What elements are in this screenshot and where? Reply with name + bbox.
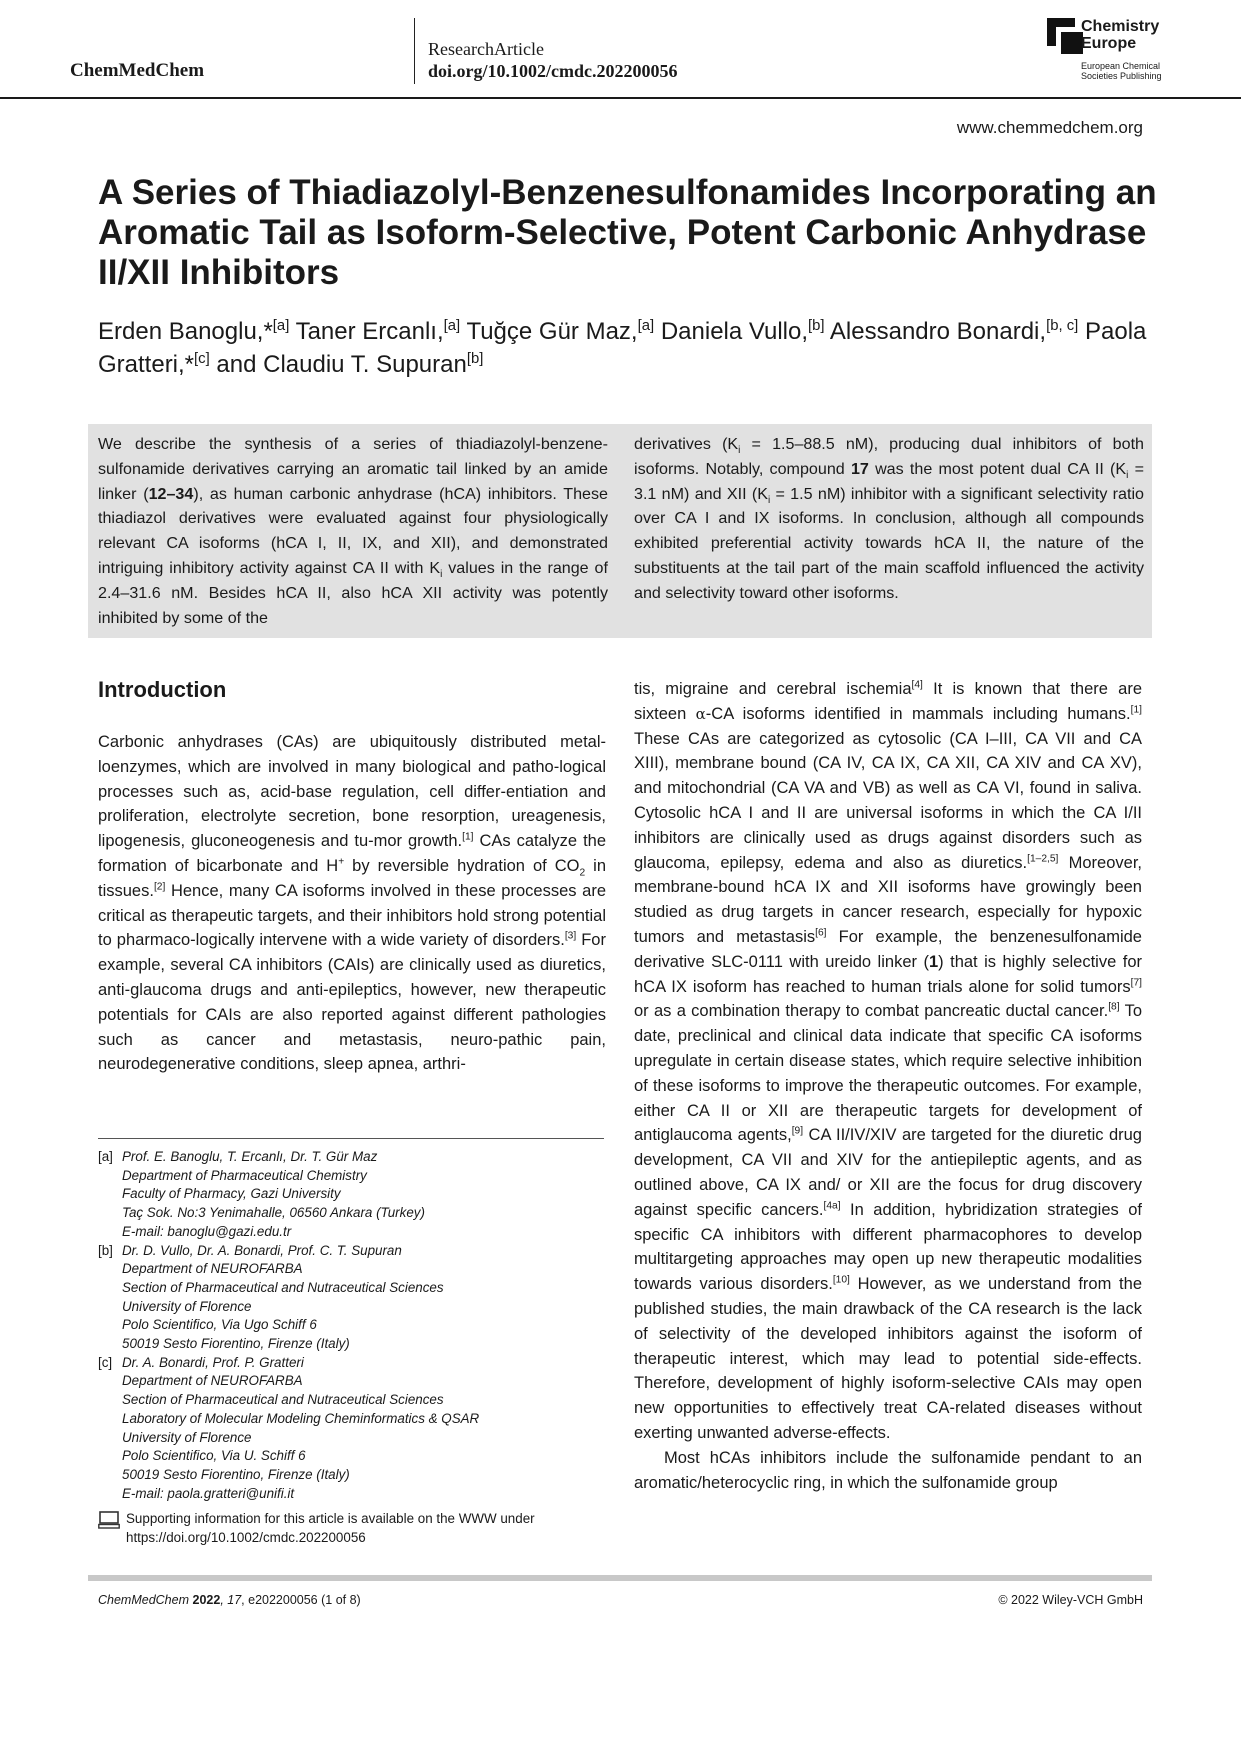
affiliation-line: Section of Pharmaceutical and Nutraceutical Sciences [122,1279,444,1295]
affiliation-line: Department of Pharmaceutical Chemistry [122,1167,367,1183]
compound-number: 17 [850,459,869,478]
body-text: -CA isoforms identified in mammals including humans. [705,704,1131,723]
affiliation-line: Polo Scientifico, Via U. Schiff 6 [122,1448,306,1464]
affiliation-lines [122,1354,479,1504]
author-affiliation-mark: [a] [272,318,290,334]
author-name: Alessandro Bonardi, [829,318,1047,345]
computer-icon [98,1511,120,1529]
citation[interactable]: [9] [791,1125,804,1137]
section-heading-introduction: Introduction [98,677,227,702]
citation[interactable]: [10] [832,1274,850,1286]
body-text: ) that is highly selective for hCA IX isoform has reached to human trials alone for solid tumors [634,952,1142,996]
paragraph [634,677,1142,1446]
affiliation-rule [98,1138,604,1139]
affiliation-line: Dr. A. Bonardi, Prof. P. Gratteri [122,1354,304,1370]
affiliation-line: Department of NEUROFARBA [122,1373,303,1389]
abstract-text: values in the range of 2.4–31.6 nM. Besides hCA II, also hCA XII activity was potently inhibited by some of the [98,558,608,627]
affiliation-line: Dr. D. Vullo, Dr. A. Bonardi, Prof. C. T. Supuran [122,1242,402,1258]
footer-article-id: , e202200056 (1 of 8) [241,1593,361,1607]
body-text: Hence, many CA isoforms involved in these processes are critical as therapeutic targets, and their inhibitors hold strong potential to pharmaco-logically intervene with a wide variety of disorders. [98,881,606,950]
footer-citation: ChemMedChem 2022, 17, e202200056 (1 of 8) [98,1593,361,1607]
body-left-column [98,730,606,1077]
body-text: However, as we understand from the published studies, the main drawback of the CA research is the lack of selectivity of the developed inhibitors against the isoform of therapeutic interest, which may lead to potential side-effects. Therefore, development of highly isoform-selective CAIs may open new opportunities to effectively treat CA-related diseases without exerting unwanted adverse-effects. [634,1275,1142,1442]
author-name: Daniela Vullo, [660,318,809,345]
author-affiliation-mark: [b] [808,318,825,334]
affiliation-entry [98,1242,608,1354]
affiliation-line: Polo Scientifico, Via Ugo Schiff 6 [122,1317,317,1333]
body-text: Moreover, membrane-bound hCA IX and XII isoforms have growingly been studied as drug targets in cancer research, especially for hypoxic tumors and metastasis [634,853,1143,946]
footer-volume: 17 [227,1593,242,1607]
affiliation-line: University of Florence [122,1429,252,1445]
subscript: i [738,445,741,457]
citation[interactable]: [2] [153,881,166,893]
subscript: i [1126,470,1129,482]
body-text: For example, the benzenesulfonamide derivative SLC-0111 with ureido linker ( [634,927,1142,971]
paragraph [98,730,606,1077]
superscript: + [338,856,345,868]
journal-name: ChemMedChem [70,60,205,81]
publisher-name-line: Europe [1081,35,1137,52]
publisher-name [1081,18,1159,52]
affiliation-line: 50019 Sesto Fiorentino, Firenze (Italy) [122,1466,350,1482]
alpha-symbol: α [695,704,706,723]
author-affiliation-mark: [a] [637,318,655,334]
affiliations [98,1148,608,1503]
compound-range: 12–34 [148,484,194,503]
affiliation-line: 50019 Sesto Fiorentino, Firenze (Italy) [122,1336,350,1352]
affiliation-entry [98,1148,608,1242]
affiliation-line[interactable]: E-mail: paola.gratteri@unifi.it [122,1485,295,1501]
author-affiliation-mark: [c] [194,351,210,367]
header-divider [414,18,415,84]
citation[interactable]: [1] [1130,704,1142,716]
affiliation-line: Department of NEUROFARBA [122,1261,303,1277]
affiliation-line: Section of Pharmaceutical and Nutraceutical Sciences [122,1392,444,1408]
article-type: ResearchArticle [428,39,544,59]
subscript: 2 [579,867,586,879]
supporting-information-text: Supporting information for this article is available on the WWW under https://doi.org/10.1002/cmdc.202200056 [126,1511,535,1545]
author-affiliation-mark: [b] [466,351,484,367]
author-list: Erden Banoglu,*[a] Taner Ercanlı,[a] Tuğçe Gür Maz,[a] Daniela Vullo,[b] Alessandro Bonardi,[b, c] Paola Gratteri,*[c] and Claudiu T. Supuran[b] [98,318,1147,378]
citation[interactable]: [7] [1130,977,1142,989]
citation[interactable]: [6] [815,927,827,939]
citation[interactable]: [8] [1108,1001,1120,1013]
body-text: It is known that there are sixteen [634,680,1142,723]
affiliation-line: Taç Sok. No:3 Yenimahalle, 06560 Ankara (Turkey) [122,1205,425,1221]
abstract-text: was the most potent dual CA II (K [868,459,1127,478]
publisher-subtitle [1081,61,1162,81]
footer-copyright: © 2022 Wiley-VCH GmbH [998,1593,1143,1607]
footer-journal: ChemMedChem [98,1593,190,1607]
author-name: Taner Ercanlı, [295,318,444,345]
compound-number: 1 [928,952,939,971]
subscript: i [767,494,771,506]
body-text: CAs catalyze the formation of bicarbonate and H [98,832,607,875]
body-right-column [634,677,1142,1495]
affiliation-line[interactable]: E-mail: banoglu@gazi.edu.tr [122,1223,292,1239]
body-text: by reversible hydration of CO [344,856,580,875]
header-rule [0,97,1241,99]
author-name: Paola Gratteri,* [98,318,1147,378]
body-text: or as a combination therapy to combat pancreatic ductal cancer. [634,1002,1109,1021]
affiliation-tag: [b] [98,1242,113,1258]
author-affiliation-mark: [b, c] [1046,318,1079,334]
body-text: In addition, hybridization strategies of specific CA inhibitors with different pharmacophores to develop multitargeting approaches may open up new therapeutic modalities towards various disorders. [634,1200,1142,1294]
footer-year: 2022 [192,1593,221,1607]
affiliation-tag: [c] [98,1354,113,1370]
citation[interactable]: [4a] [823,1200,841,1212]
paragraph: Most hCAs inhibitors include the sulfonamide pendant to an aromatic/heterocyclic ring, in which the sulfonamide group [634,1448,1142,1492]
affiliation-line: Prof. E. Banoglu, T. Ercanlı, Dr. T. Gür Maz [122,1149,378,1164]
affiliation-lines [122,1242,444,1354]
citation[interactable]: [4] [911,679,923,691]
publisher-subtitle-line: Societies Publishing [1081,71,1162,81]
publisher-name-line: Chemistry [1081,18,1160,35]
body-text: For example, several CA inhibitors (CAIs) are clinically used as diuretics, anti-glaucoma drugs and anti-epileptics, however, new therapeutic potentials for CAIs are also reported against different pathologies such as cancer and metastasis, neuro-pathic pain, neurodegenerative conditions, sleep apnea, arthri- [98,931,606,1074]
article-title: A Series of Thiadiazolyl-Benzenesulfonamides Incorporating an Aromatic Tail as Isoform-Selective, Potent Carbonic Anhydrase II/XII Inhibitors [98,173,1157,292]
supporting-information-note [98,1510,608,1547]
affiliation-tag: [a] [98,1149,113,1164]
body-text: To date, preclinical and clinical data indicate that specific CA isoforms upregulate in certain disease states, which require selective inhibition of these isoforms to improve the therapeutic outcomes. For example, either CA II or XII are therapeutic targets for development of antiglaucoma agents, [634,1002,1142,1145]
publisher-subtitle-line: European Chemical [1081,61,1161,71]
author-name: Erden Banoglu,* [98,318,273,345]
citation[interactable]: [1] [462,831,474,843]
affiliation-line: Faculty of Pharmacy, Gazi University [122,1186,341,1202]
affiliation-entry [98,1354,608,1504]
body-text: CA II/IV/XIV are targeted for the diuretic drug development, CA VII and XIV for the antiepileptic agents, and as outlined above, CA IX and/ or XII are the focus for drug discovery against specific cancers. [634,1126,1142,1219]
author-affiliation-mark: [a] [443,318,461,334]
author-name: Claudiu T. Supuran [263,351,467,378]
citation[interactable]: [3] [564,930,577,942]
subscript: i [440,569,443,581]
author-name: Tuğçe Gür Maz, [466,318,638,345]
body-text: tis, migraine and cerebral ischemia [634,680,912,698]
citation[interactable]: [1–2,5] [1027,853,1059,865]
abstract-text: We describe the synthesis of a series of thiadiazolyl-benzene-sulfonamide derivatives carrying an aromatic tail linked by an amide linker ( [98,435,608,503]
affiliation-line: Laboratory of Molecular Modeling Cheminformatics & QSAR [122,1410,480,1426]
chemistry-europe-logo-icon [1047,18,1083,54]
body-text: Carbonic anhydrases (CAs) are ubiquitously distributed metal-loenzymes, which are involved in many biological and patho-logical processes such as, acid-base regulation, cell differ-entiation and proliferation, electrolyte secretion, bone resorption, ureagenesis, lipogenesis, gluconeogenesis and tu-mor growth. [98,733,606,851]
article-doi[interactable]: doi.org/10.1002/cmdc.202200056 [428,61,678,81]
affiliation-lines [122,1148,425,1242]
abstract-text: = 1.5 nM) inhibitor with a significant selectivity ratio over CA I and IX isoforms. In conclusion, although all compounds exhibited preferential activity towards hCA II, the nature of the substituents at the tail part of the main scaffold influenced the activity and selectivity toward other isoforms. [634,484,1144,602]
abstract-left-column [98,432,608,630]
body-text: These CAs are categorized as cytosolic (CA I–III, CA VII and CA XIII), membrane bound (CA IV, CA IX, CA XII, CA XIV and CA XV), and mitochondrial (CA VA and VB) as well as CA VI, found in saliva. Cytosolic hCA I and II are universal isoforms in which the CA I/II inhibitors are clinically used as drugs against disorders such as glaucoma, epilepsy, edema and also as diuretics. [634,729,1142,872]
abstract-text: = 3.1 nM) and XII (K [634,459,1144,503]
abstract-text: ), as human carbonic anhydrase (hCA) inhibitors. These thiadiazol derivatives were evaluated against four physiologically relevant CA isoforms (hCA I, II, IX, and XII), and demonstrated intriguing inhibitory activity against CA II with K [98,484,608,577]
footer-bar [88,1575,1152,1581]
website-url[interactable]: www.chemmedchem.org [956,118,1143,137]
abstract-right-column [634,432,1144,606]
body-text: in tissues. [98,856,606,900]
affiliation-line: University of Florence [122,1298,252,1314]
abstract-text: = 1.5–88.5 nM), producing dual inhibitors of both isoforms. Notably, compound [634,435,1144,478]
abstract-text: derivatives (K [634,435,739,453]
